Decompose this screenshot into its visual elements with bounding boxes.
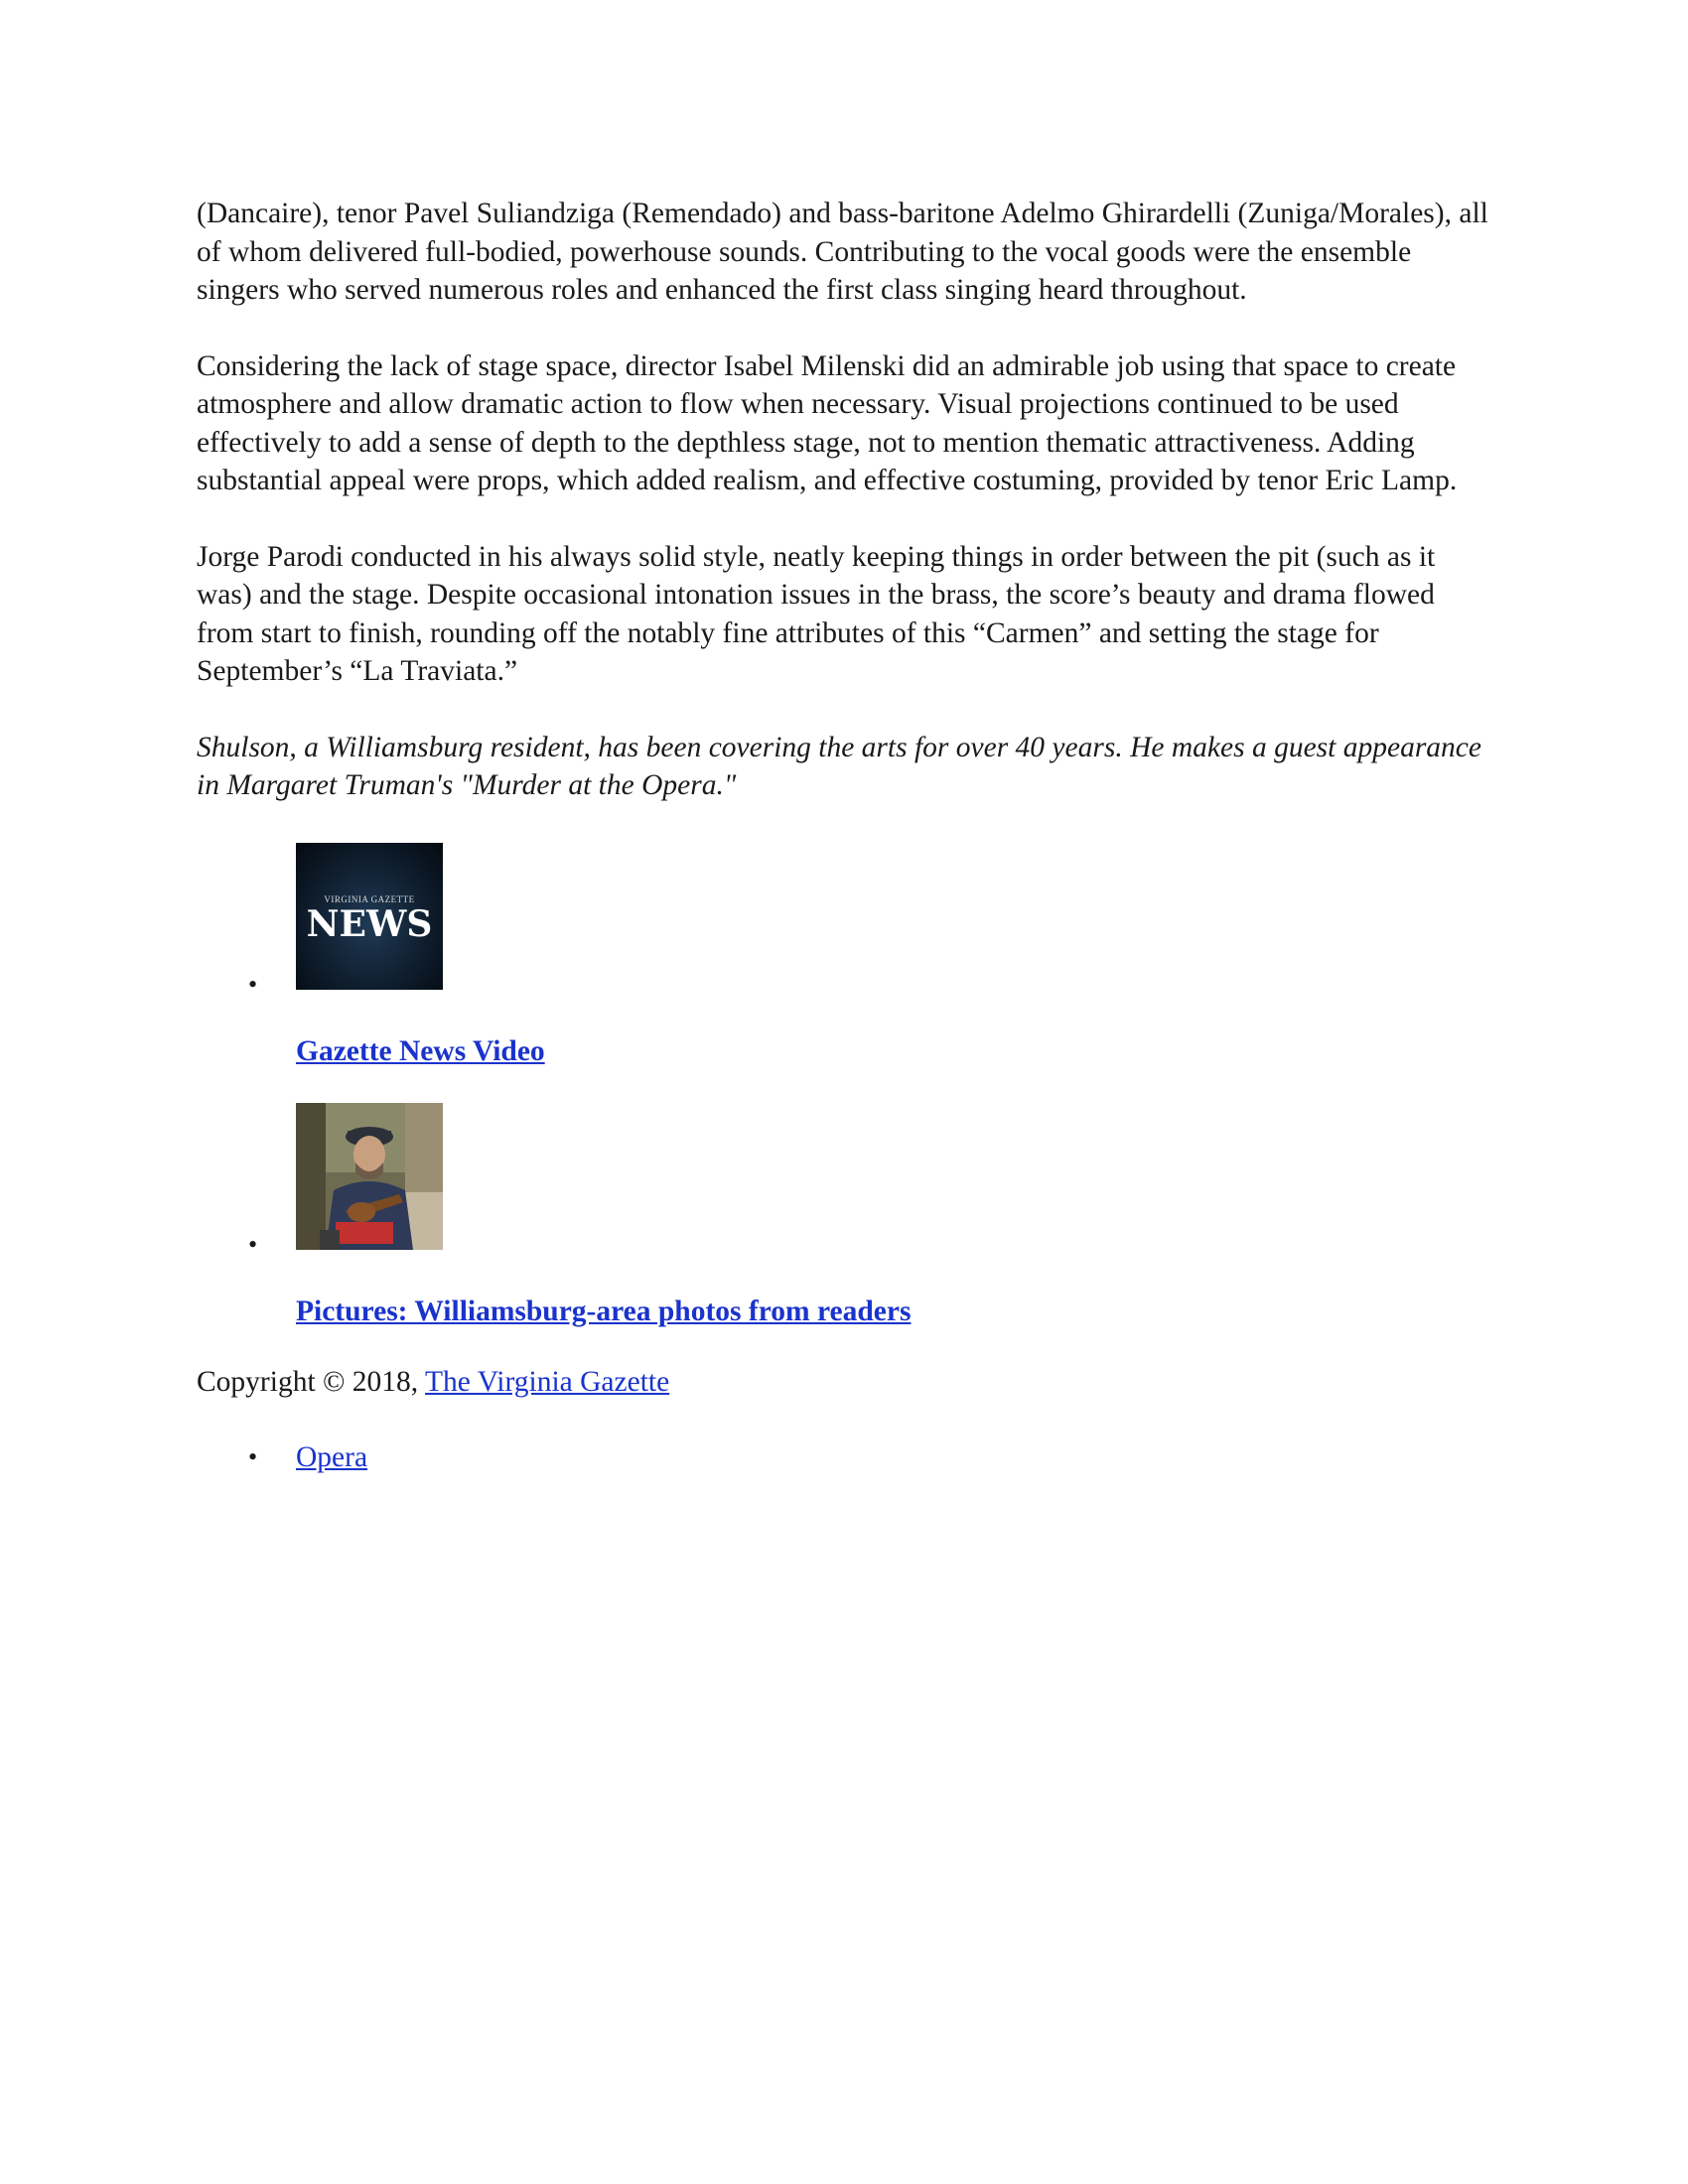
related-item-news-video [197, 843, 1497, 1103]
tag-opera-link[interactable]: Opera [296, 1441, 368, 1473]
list-bullet: • [248, 1229, 258, 1259]
tag-list [197, 1438, 1497, 1477]
violinist-photo-icon [296, 1103, 443, 1250]
article-paragraph: Considering the lack of stage space, director Isabel Milenski did an admirable job using that space to create atmosphere and allow dramatic action to flow when necessary. Visual projections continued to be used effectively to add a sense of depth to the depthless stage, not to mention thematic attractiveness. Adding substantial appeal were props, which added realism, and effective costuming, provided by tenor Eric Lamp. [197, 349, 1458, 496]
copyright-line [197, 1363, 1497, 1402]
thumbnail-small-caption: VIRGINIA GAZETTE [324, 893, 415, 904]
list-bullet: • [248, 969, 258, 999]
gazette-news-video-link[interactable]: Gazette News Video [296, 1034, 545, 1067]
related-links-list [197, 843, 1497, 1363]
tag-item [197, 1438, 1497, 1477]
list-bullet: • [248, 1442, 258, 1471]
article-paragraph: (Dancaire), tenor Pavel Suliandziga (Remendado) and bass-baritone Adelmo Ghirardelli (Zuniga/Morales), all of whom delivered full-bodied, powerhouse sounds. Contributing to the vocal goods were the ensemble singers who served numerous roles and enhanced the first class singing heard throughout. [197, 198, 1488, 306]
virginia-gazette-link[interactable]: The Virginia Gazette [425, 1365, 670, 1398]
news-video-thumbnail[interactable] [296, 843, 443, 990]
related-item-reader-photos [197, 1103, 1497, 1363]
article-paragraph: Jorge Parodi conducted in his always solid style, neatly keeping things in order between the pit (such as it was) and the stage. Despite occasional intonation issues in the brass, the score’s beauty and drama flowed from start to finish, rounding off the notably fine attributes of this “Carmen” and setting the stage for September’s “La Traviata.” [197, 540, 1436, 687]
thumbnail-news-title: NEWS [306, 902, 433, 945]
copyright-text: Copyright © 2018, [197, 1365, 426, 1398]
reader-photo-thumbnail[interactable] [296, 1103, 443, 1250]
article-page [197, 195, 1497, 1477]
reader-photos-link[interactable]: Pictures: Williamsburg-area photos from readers [296, 1295, 912, 1327]
author-byline: Shulson, a Williamsburg resident, has been covering the arts for over 40 years. He makes a guest appearance in Margaret Truman's "Murder at the Opera." [197, 731, 1481, 801]
